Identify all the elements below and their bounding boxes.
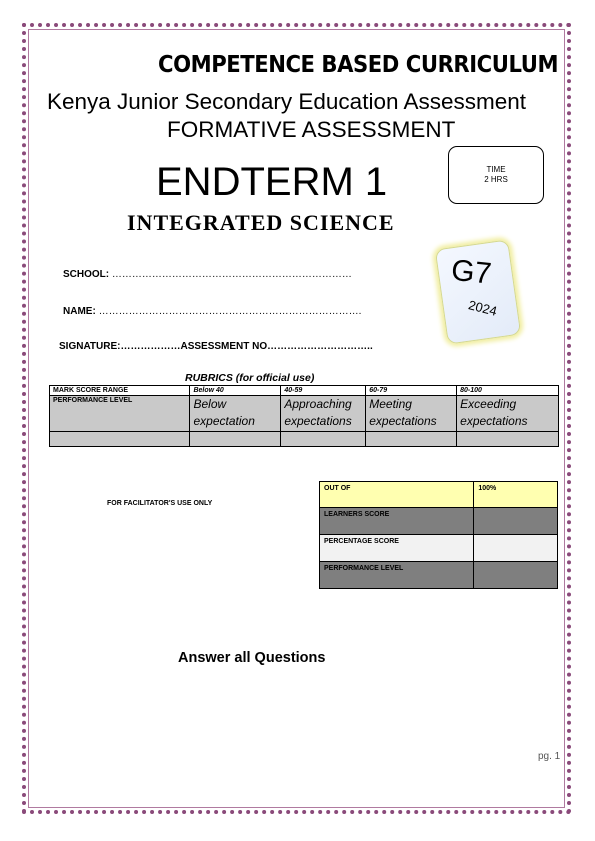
school-field[interactable] <box>63 269 352 280</box>
table-row <box>320 482 558 508</box>
signature-field[interactable] <box>59 341 373 352</box>
rubric-cell: Approaching expectations <box>281 396 366 432</box>
score-value[interactable] <box>474 535 558 562</box>
school-label: SCHOOL: <box>63 269 110 280</box>
score-label: PERCENTAGE SCORE <box>320 535 474 562</box>
score-label: LEARNERS SCORE <box>320 508 474 535</box>
rubric-cell[interactable] <box>457 432 559 447</box>
score-label: OUT OF <box>320 482 474 508</box>
grade-label: G7 <box>449 253 493 291</box>
time-value: 2 HRS <box>484 175 508 184</box>
rubric-cell: Exceeding expectations <box>457 396 559 432</box>
exam-title: ENDTERM 1 <box>156 160 388 204</box>
rubric-cell: Meeting expectations <box>366 396 457 432</box>
signature-label: SIGNATURE: <box>59 341 121 352</box>
assessment-body: Kenya Junior Secondary Education Assessment <box>47 89 527 114</box>
rubric-cell[interactable] <box>281 432 366 447</box>
name-label: NAME: <box>63 306 96 317</box>
score-value: 100% <box>474 482 558 508</box>
rubric-cell: 40-59 <box>281 386 366 396</box>
assessment-no-dots: ………………………….. <box>267 341 373 352</box>
school-dots: ……………………………………………………………… <box>111 269 352 280</box>
score-value[interactable] <box>474 508 558 535</box>
name-dots: ……………………………………………………………………. <box>98 306 362 317</box>
rubric-cell: 60-79 <box>366 386 457 396</box>
rubrics-table <box>49 385 559 447</box>
score-value[interactable] <box>474 562 558 589</box>
rubrics-performance-row <box>50 396 559 432</box>
instruction-text: Answer all Questions <box>178 650 326 666</box>
rubric-cell[interactable] <box>50 432 190 447</box>
rubric-cell: 80-100 <box>457 386 559 396</box>
name-field[interactable] <box>63 306 361 317</box>
rubrics-blank-row <box>50 432 559 447</box>
rubrics-header-row <box>50 386 559 396</box>
table-row <box>320 508 558 535</box>
table-row <box>320 535 558 562</box>
rubric-cell: MARK SCORE RANGE <box>50 386 190 396</box>
facilitator-note: FOR FACILITATOR'S USE ONLY <box>107 500 213 507</box>
rubric-cell: PERFORMANCE LEVEL <box>50 396 190 432</box>
year-label: 2024 <box>466 297 499 319</box>
curriculum-heading: COMPETENCE BASED CURRICULUM <box>158 52 559 78</box>
rubrics-title: RUBRICS (for official use) <box>185 372 315 384</box>
rubric-cell: Below 40 <box>190 386 281 396</box>
table-row <box>320 562 558 589</box>
page-number: pg. 1 <box>538 751 561 762</box>
time-box <box>448 146 544 204</box>
assessment-type: FORMATIVE ASSESSMENT <box>167 117 456 142</box>
score-table <box>319 481 558 589</box>
time-label: TIME <box>486 165 506 174</box>
score-label: PERFORMANCE LEVEL <box>320 562 474 589</box>
subject-title: INTEGRATED SCIENCE <box>127 210 395 235</box>
rubric-cell[interactable] <box>366 432 457 447</box>
grade-badge <box>435 239 522 344</box>
rubric-cell[interactable] <box>190 432 281 447</box>
assessment-no-label: ASSESSMENT NO <box>180 341 268 352</box>
rubric-cell: Below expectation <box>190 396 281 432</box>
signature-dots: ……………… <box>120 341 181 352</box>
